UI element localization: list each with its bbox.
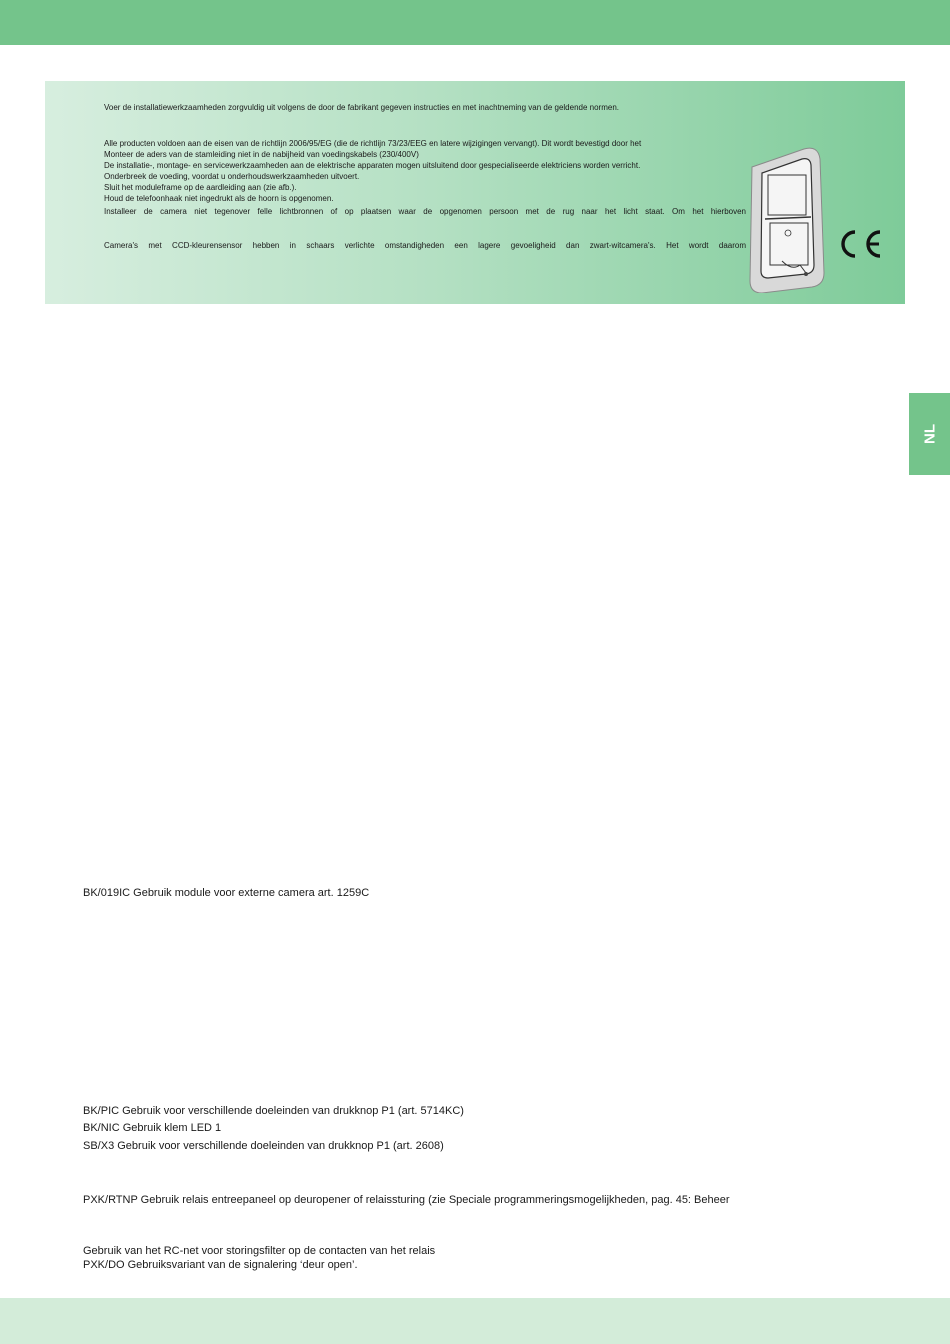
warning-item: • Onderbreek de voeding, voordat u onderhoudswerkzaamheden uitvoert. [104,171,746,182]
line-bknic: BK/NIC Gebruik klem LED 1 [83,1122,222,1134]
warning-item: • Installeer de camera niet tegenover felle lichtbronnen of op plaatsen waar de opgenomen persoon met de rug naar het licht staat. Om het hierboven [104,206,746,217]
module-frame-illustration [748,147,828,293]
line-rcnet: Gebruik van het RC-net voor storingsfilter op de contacten van het relais [83,1245,436,1257]
warning-item: • Voer de installatiewerkzaamheden zorgvuldig uit volgens de door de fabrikant gegeven instructies en met inachtneming van de geldende normen. [104,102,746,113]
language-tab-nl [909,393,950,475]
line-pxkrtnp: PXK/RTNP Gebruik relais entreepaneel op deuropener of relaissturing (zie Speciale programmeringsmogelijkheden, pag. 45: Beheer [83,1194,730,1206]
line-bkpic: BK/PIC Gebruik voor verschillende doeleinden van drukknop P1 (art. 5714KC) [83,1105,464,1117]
footer-bar [0,1298,950,1344]
safety-warnings-box [45,81,905,304]
language-tab-label: NL [921,424,938,444]
header-bar [0,0,950,45]
warning-item: • De installatie-, montage- en servicewerkzaamheden aan de elektrische apparaten mogen uitsluitend door gespecialiseerde elektriciens worden verricht. [104,160,746,171]
warning-item: • Monteer de aders van de stamleiding niet in de nabijheid van voedingskabels (230/400V) [104,149,746,160]
line-pxkdo: PXK/DO Gebruiksvariant van de signalering ‘deur open’. [83,1259,358,1271]
line-bk019ic: BK/019IC Gebruik module voor externe camera art. 1259C [83,887,370,899]
line-sbx3: SB/X3 Gebruik voor verschillende doeleinden van drukknop P1 (art. 2608) [83,1140,444,1152]
warning-item: • Camera's met CCD-kleurensensor hebben in schaars verlichte omstandigheden een lagere gevoeligheid dan zwart-witcamera's. Het wordt daarom [104,240,746,251]
warning-item: • Alle producten voldoen aan de eisen van de richtlijn 2006/95/EG (die de richtlijn 73/23/EEG en latere wijzigingen vervangt). Dit wordt bevestigd door het [104,138,746,149]
ce-mark-icon [835,227,885,261]
warning-item: • Houd de telefoonhaak niet ingedrukt als de hoorn is opgenomen. [104,193,746,204]
warning-item: • Sluit het moduleframe op de aardleiding aan (zie afb.). [104,182,746,193]
